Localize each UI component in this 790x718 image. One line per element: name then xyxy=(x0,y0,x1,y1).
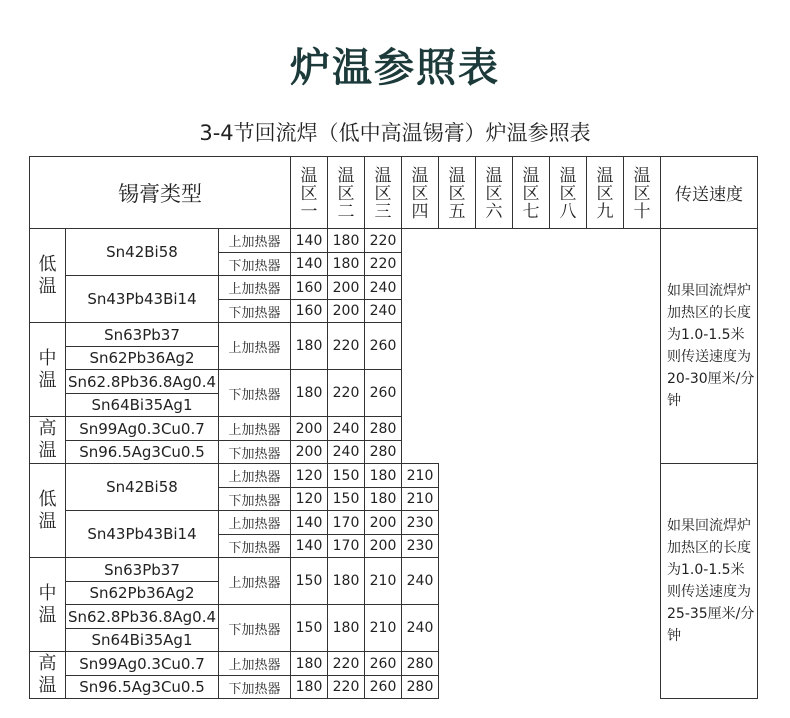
temp-value: 150 xyxy=(328,464,365,488)
group-label-low: 低 温 xyxy=(30,464,66,558)
heater-lower: 下加热器 xyxy=(219,370,291,417)
temp-value: 200 xyxy=(365,535,402,558)
group-label-low: 低 温 xyxy=(30,229,66,323)
temp-value: 140 xyxy=(291,253,328,276)
speed-note: 如果回流焊炉加热区的长度为1.0-1.5米则传送速度为25-35厘米/分钟 xyxy=(661,464,758,699)
temp-value: 170 xyxy=(328,535,365,558)
temp-value: 240 xyxy=(402,558,439,605)
temp-value: 180 xyxy=(291,323,328,370)
temp-value: 180 xyxy=(291,370,328,417)
temp-value: 210 xyxy=(402,464,439,488)
temp-value: 220 xyxy=(365,253,402,276)
temp-value: 260 xyxy=(365,676,402,699)
table-row xyxy=(30,464,758,488)
temp-value: 210 xyxy=(365,605,402,652)
temp-value: 210 xyxy=(402,488,439,511)
page-subtitle: 3-4节回流焊（低中高温锡膏）炉温参照表 xyxy=(199,121,591,145)
zone-header: 温 区 四 xyxy=(402,157,439,229)
temp-value: 180 xyxy=(328,558,365,605)
temp-value: 140 xyxy=(291,535,328,558)
temp-value: 180 xyxy=(328,253,365,276)
alloy-name: Sn43Pb43Bi14 xyxy=(66,276,219,323)
temp-value: 200 xyxy=(365,511,402,535)
temp-value: 280 xyxy=(402,676,439,699)
header-row xyxy=(30,157,758,229)
heater-lower: 下加热器 xyxy=(219,300,291,323)
heater-lower: 下加热器 xyxy=(219,676,291,699)
alloy-name: Sn62Pb36Ag2 xyxy=(66,582,219,605)
zone-header: 温 区 九 xyxy=(587,157,624,229)
reference-table xyxy=(29,156,758,699)
group-label-mid: 中 温 xyxy=(30,558,66,652)
zone-header: 温 区 五 xyxy=(439,157,476,229)
temp-value: 120 xyxy=(291,488,328,511)
group-label-high: 高 温 xyxy=(30,417,66,464)
zone-header: 温 区 八 xyxy=(550,157,587,229)
alloy-name: Sn43Pb43Bi14 xyxy=(66,511,219,558)
page-title: 炉温参照表 xyxy=(290,45,500,91)
temp-value: 140 xyxy=(291,511,328,535)
speed-note: 如果回流焊炉加热区的长度为1.0-1.5米则传送速度为20-30厘米/分钟 xyxy=(661,229,758,464)
group-label-mid: 中 温 xyxy=(30,323,66,417)
heater-upper: 上加热器 xyxy=(219,558,291,605)
alloy-name: Sn62.8Pb36.8Ag0.4 xyxy=(66,370,219,394)
temp-value: 220 xyxy=(328,323,365,370)
temp-value: 280 xyxy=(402,652,439,676)
alloy-name: Sn42Bi58 xyxy=(66,229,219,276)
temp-value: 180 xyxy=(365,488,402,511)
heater-lower: 下加热器 xyxy=(219,535,291,558)
temp-value: 280 xyxy=(365,441,402,464)
heater-upper: 上加热器 xyxy=(219,464,291,488)
temp-value: 280 xyxy=(365,417,402,441)
temp-value: 260 xyxy=(365,370,402,417)
group-label-high: 高 温 xyxy=(30,652,66,699)
alloy-name: Sn62.8Pb36.8Ag0.4 xyxy=(66,605,219,629)
temp-value: 140 xyxy=(291,229,328,253)
temp-value: 160 xyxy=(291,300,328,323)
alloy-name: Sn42Bi58 xyxy=(66,464,219,511)
heater-upper: 上加热器 xyxy=(219,323,291,370)
heater-upper: 上加热器 xyxy=(219,511,291,535)
alloy-name: Sn63Pb37 xyxy=(66,558,219,582)
heater-lower: 下加热器 xyxy=(219,253,291,276)
temp-value: 200 xyxy=(328,300,365,323)
temp-value: 240 xyxy=(328,441,365,464)
heater-upper: 上加热器 xyxy=(219,276,291,300)
zone-header: 温 区 七 xyxy=(513,157,550,229)
heater-lower: 下加热器 xyxy=(219,441,291,464)
temp-value: 150 xyxy=(328,488,365,511)
alloy-name: Sn63Pb37 xyxy=(66,323,219,347)
alloy-name: Sn96.5Ag3Cu0.5 xyxy=(66,676,219,699)
alloy-name: Sn64Bi35Ag1 xyxy=(66,629,219,652)
heater-upper: 上加热器 xyxy=(219,652,291,676)
alloy-name: Sn62Pb36Ag2 xyxy=(66,347,219,370)
temp-value: 220 xyxy=(328,676,365,699)
temp-value: 260 xyxy=(365,323,402,370)
temp-value: 150 xyxy=(291,605,328,652)
temp-value: 240 xyxy=(402,605,439,652)
heater-lower: 下加热器 xyxy=(219,488,291,511)
temp-value: 200 xyxy=(291,417,328,441)
empty-zone-area xyxy=(402,229,661,464)
temp-value: 150 xyxy=(291,558,328,605)
temp-value: 220 xyxy=(328,370,365,417)
temp-value: 160 xyxy=(291,276,328,300)
zone-header: 温 区 六 xyxy=(476,157,513,229)
temp-value: 200 xyxy=(291,441,328,464)
heater-upper: 上加热器 xyxy=(219,417,291,441)
temp-value: 180 xyxy=(291,676,328,699)
temp-value: 230 xyxy=(402,535,439,558)
alloy-name: Sn96.5Ag3Cu0.5 xyxy=(66,441,219,464)
temp-value: 260 xyxy=(365,652,402,676)
zone-header: 温 区 二 xyxy=(328,157,365,229)
temp-value: 180 xyxy=(328,605,365,652)
temp-value: 170 xyxy=(328,511,365,535)
temp-value: 240 xyxy=(328,417,365,441)
heater-upper: 上加热器 xyxy=(219,229,291,253)
zone-header: 温 区 十 xyxy=(624,157,661,229)
temp-value: 240 xyxy=(365,300,402,323)
temp-value: 220 xyxy=(328,652,365,676)
temp-value: 220 xyxy=(365,229,402,253)
alloy-name: Sn99Ag0.3Cu0.7 xyxy=(66,417,219,441)
speed-header: 传送速度 xyxy=(661,157,758,229)
temp-value: 210 xyxy=(365,558,402,605)
temp-value: 200 xyxy=(328,276,365,300)
zone-header: 温 区 三 xyxy=(365,157,402,229)
temp-value: 180 xyxy=(291,652,328,676)
temp-value: 180 xyxy=(365,464,402,488)
temp-value: 240 xyxy=(365,276,402,300)
table-row xyxy=(30,229,758,253)
temp-value: 120 xyxy=(291,464,328,488)
paste-type-header: 锡膏类型 xyxy=(30,157,291,229)
zone-header: 温 区 一 xyxy=(291,157,328,229)
empty-zone-area xyxy=(439,464,661,699)
heater-lower: 下加热器 xyxy=(219,605,291,652)
temp-value: 230 xyxy=(402,511,439,535)
alloy-name: Sn99Ag0.3Cu0.7 xyxy=(66,652,219,676)
alloy-name: Sn64Bi35Ag1 xyxy=(66,394,219,417)
temp-value: 180 xyxy=(328,229,365,253)
